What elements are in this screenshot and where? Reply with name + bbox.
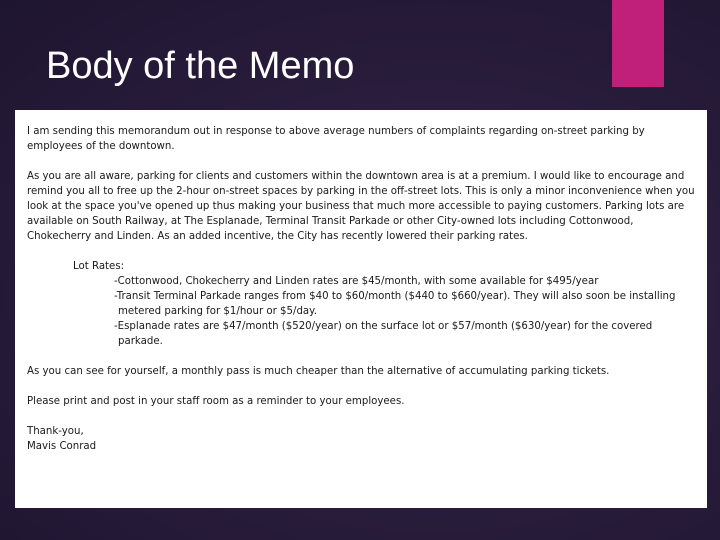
lot-rates-section — [27, 259, 695, 349]
memo-paragraph-request: As you are all aware, parking for clients and customers within the downtown area is at a premium. I would like to encourage and remind you all to free up the 2-hour on-street spaces by parking in the off-street lots. This is only a minor inconvenience when you look at the space you've opened up thus making your business that much more accessible to paying customers. Parking lots are available on South Railway, at The Esplanade, Terminal Transit Parkade or other City-owned lots including Cottonwood, Chokecherry and Linden. As an added incentive, the City has recently lowered their parking rates. — [27, 171, 695, 242]
memo-signature-name: Mavis Conrad — [27, 441, 97, 452]
memo-body — [15, 110, 707, 508]
slide-title: Body of the Memo — [46, 45, 355, 87]
memo-signoff: Thank-you, — [27, 426, 84, 437]
lot-rate-transit-terminal: -Transit Terminal Parkade ranges from $40 to $60/month ($440 to $660/year). They will also soon be installing metered parking for $1/hour or $5/day. — [114, 291, 676, 317]
memo-paragraph-purpose: I am sending this memorandum out in response to above average numbers of complaints regarding on-street parking by employees of the downtown. — [27, 126, 645, 152]
lot-rate-esplanade: -Esplanade rates are $47/month ($520/year) on the surface lot or $57/month ($630/year) for the covered parkade. — [114, 321, 653, 347]
memo-paragraph-instruction: Please print and post in your staff room as a reminder to your employees. — [27, 396, 405, 407]
lot-rate-cottonwood: -Cottonwood, Chokecherry and Linden rates are $45/month, with some available for $495/year — [114, 276, 599, 287]
lot-rates-heading: Lot Rates: — [73, 261, 125, 272]
memo-paragraph-conclusion: As you can see for yourself, a monthly pass is much cheaper than the alternative of accumulating parking tickets. — [27, 366, 610, 377]
accent-bar — [612, 0, 664, 87]
